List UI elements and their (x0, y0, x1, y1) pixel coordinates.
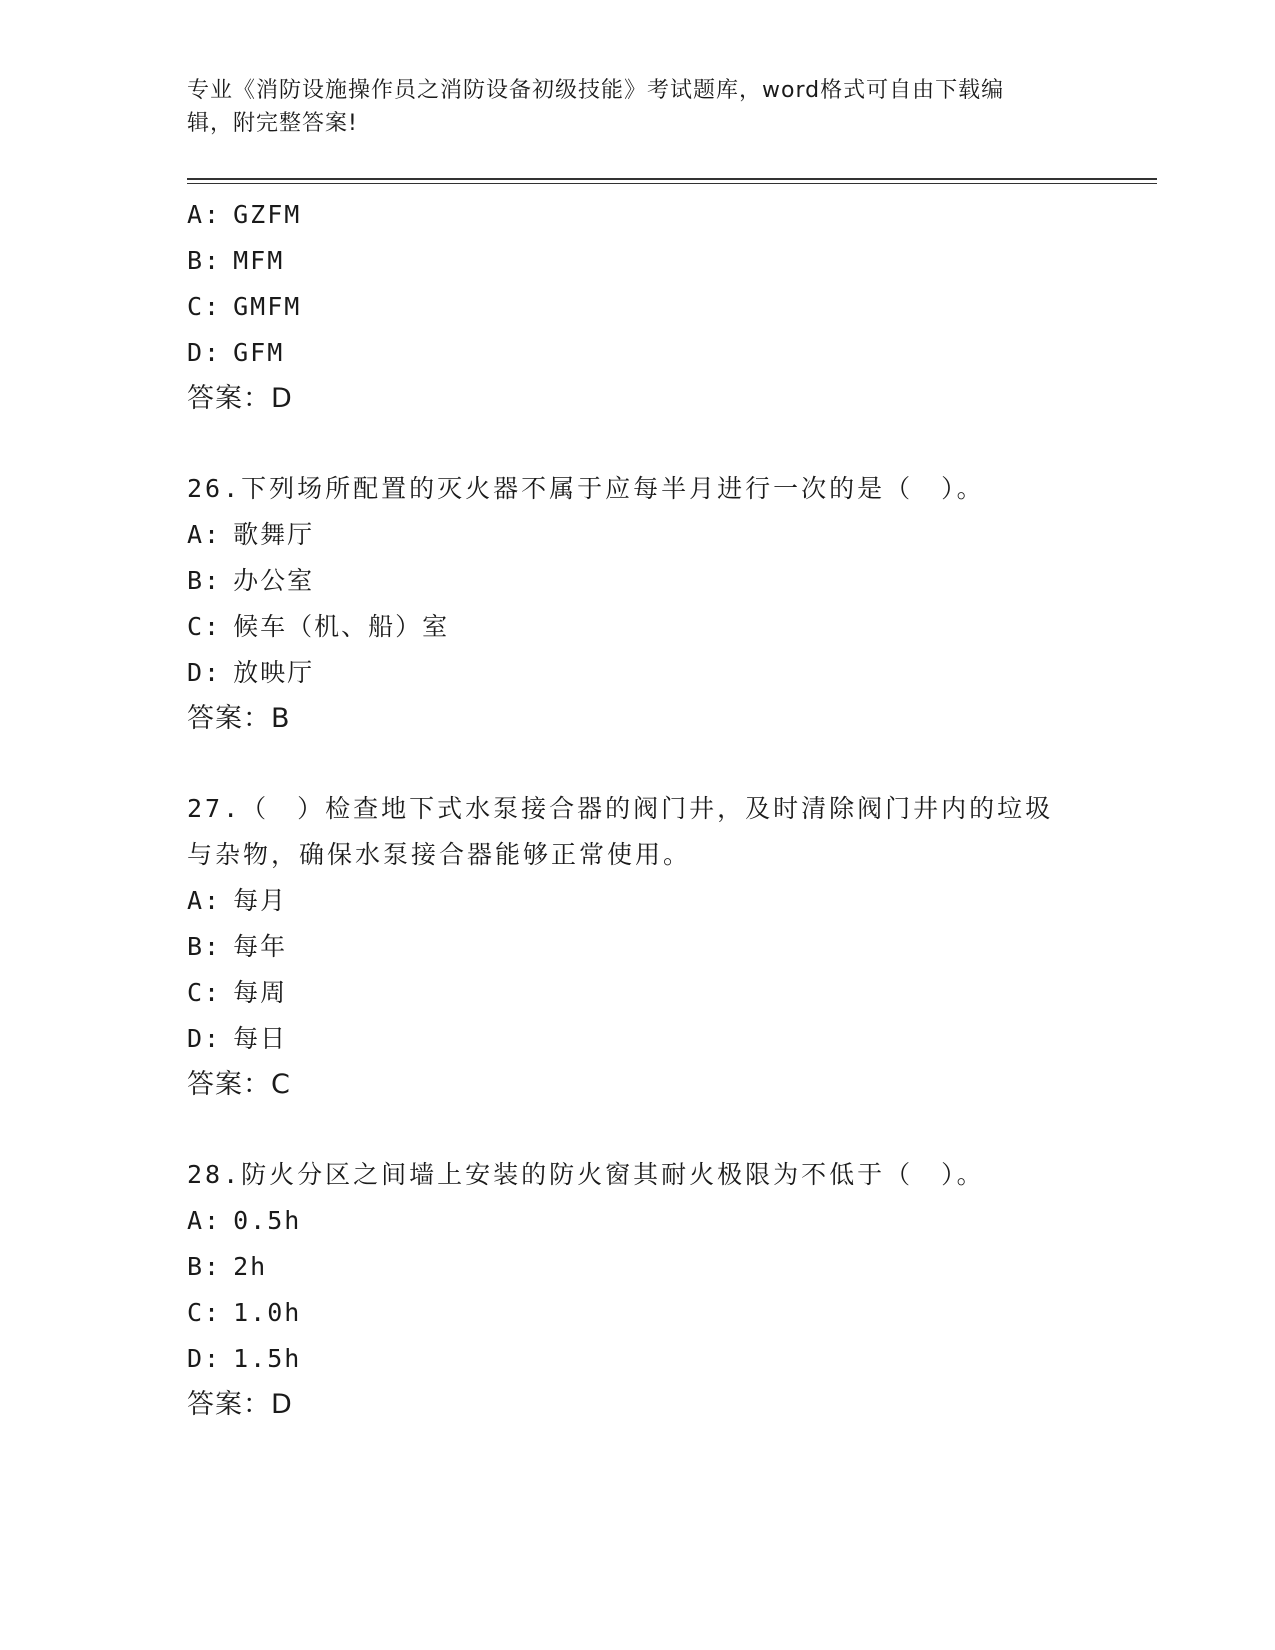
question-25-continuation (187, 192, 1087, 422)
header-line-1: 专业《消防设施操作员之消防设备初级技能》考试题库，word格式可自由下载编 (187, 78, 1005, 103)
option-b: B: 办公室 (187, 566, 315, 595)
question-text: 26.下列场所配置的灭火器不属于应每半月进行一次的是（ ）。 (187, 474, 985, 503)
answer-line: 答案：D (187, 383, 293, 414)
question-list (187, 192, 1087, 1428)
header-divider-thin (187, 183, 1157, 184)
option-d: D: 1.5h (187, 1344, 302, 1373)
answer-line: 答案：B (187, 703, 291, 734)
header-divider-thick (187, 178, 1157, 180)
question-text-line-1: 27.（ ）检查地下式水泵接合器的阀门井，及时清除阀门井内的垃圾 (187, 794, 1054, 823)
header-line-2: 辑，附完整答案! (187, 111, 358, 136)
option-d: D: GFM (187, 338, 285, 367)
option-a: A: GZFM (187, 200, 302, 229)
option-b: B: 每年 (187, 932, 288, 961)
option-d: D: 放映厅 (187, 658, 315, 687)
option-c: C: 候车（机、船）室 (187, 612, 450, 641)
option-c: C: 1.0h (187, 1298, 302, 1327)
question-text-line-2: 与杂物，确保水泵接合器能够正常使用。 (187, 840, 692, 869)
option-b: B: 2h (187, 1252, 268, 1281)
question-text: 28.防火分区之间墙上安装的防火窗其耐火极限为不低于（ ）。 (187, 1160, 985, 1189)
option-d: D: 每日 (187, 1024, 288, 1053)
option-a: A: 歌舞厅 (187, 520, 315, 549)
option-b: B: MFM (187, 246, 285, 275)
option-c: C: GMFM (187, 292, 302, 321)
question-27 (187, 786, 1087, 1108)
answer-line: 答案：C (187, 1069, 291, 1100)
option-a: A: 每月 (187, 886, 288, 915)
document-header (187, 74, 1067, 140)
question-28 (187, 1152, 1087, 1428)
answer-line: 答案：D (187, 1389, 293, 1420)
question-26 (187, 466, 1087, 742)
option-a: A: 0.5h (187, 1206, 302, 1235)
option-c: C: 每周 (187, 978, 288, 1007)
